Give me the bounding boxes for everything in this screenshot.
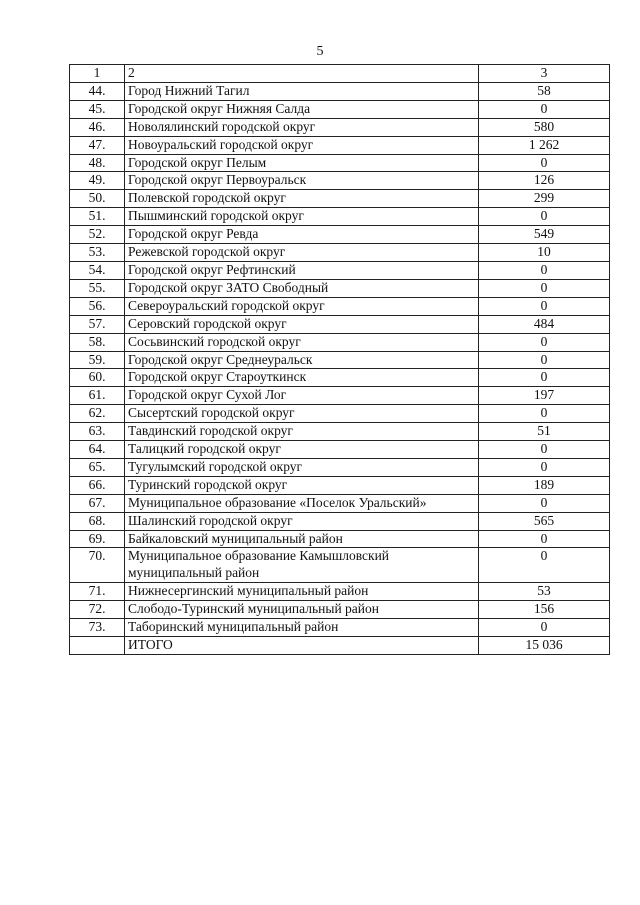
row-number: 53.: [70, 244, 125, 262]
row-municipality: Муниципальное образование «Поселок Уральский»: [125, 494, 479, 512]
row-number: 60.: [70, 369, 125, 387]
row-number: 69.: [70, 530, 125, 548]
row-municipality: Новоуральский городской округ: [125, 136, 479, 154]
row-municipality: Сысертский городской округ: [125, 405, 479, 423]
row-municipality: Городской округ Первоуральск: [125, 172, 479, 190]
table-row: [70, 387, 610, 405]
row-value: 0: [479, 548, 610, 583]
row-value: 0: [479, 208, 610, 226]
row-value: 0: [479, 100, 610, 118]
row-municipality: Байкаловский муниципальный район: [125, 530, 479, 548]
table-row: [70, 441, 610, 459]
table-row: [70, 351, 610, 369]
row-municipality: Городской округ Ревда: [125, 226, 479, 244]
row-number: 49.: [70, 172, 125, 190]
row-municipality: Нижнесергинский муниципальный район: [125, 583, 479, 601]
table-row: [70, 494, 610, 512]
page-number: 5: [316, 44, 324, 59]
row-value: 0: [479, 530, 610, 548]
row-number: 47.: [70, 136, 125, 154]
row-municipality: Слободо-Туринский муниципальный район: [125, 601, 479, 619]
row-number: 62.: [70, 405, 125, 423]
table-row: [70, 601, 610, 619]
table-row: [70, 244, 610, 262]
row-municipality: Полевской городской округ: [125, 190, 479, 208]
row-number: 70.: [70, 548, 125, 583]
table-row: [70, 637, 610, 655]
table-row: [70, 548, 610, 583]
row-value: 0: [479, 154, 610, 172]
row-value: 484: [479, 315, 610, 333]
row-number: 44.: [70, 82, 125, 100]
table-row: [70, 315, 610, 333]
table-row: [70, 423, 610, 441]
row-municipality: Серовский городской округ: [125, 315, 479, 333]
row-value: 565: [479, 512, 610, 530]
row-municipality: Муниципальное образование Камышловский муниципальный район: [125, 548, 479, 583]
row-value: 126: [479, 172, 610, 190]
row-municipality: Городской округ Рефтинский: [125, 261, 479, 279]
row-municipality: Город Нижний Тагил: [125, 82, 479, 100]
table-row: [70, 369, 610, 387]
table-row: [70, 476, 610, 494]
table-row: [70, 154, 610, 172]
row-municipality: Городской округ Среднеуральск: [125, 351, 479, 369]
row-municipality: Сосьвинский городской округ: [125, 333, 479, 351]
row-value: 0: [479, 261, 610, 279]
table-row: [70, 100, 610, 118]
row-municipality: Шалинский городской округ: [125, 512, 479, 530]
table-row: [70, 405, 610, 423]
row-number: 52.: [70, 226, 125, 244]
table-row: [70, 530, 610, 548]
table-row: [70, 297, 610, 315]
row-value: 0: [479, 619, 610, 637]
row-value: 0: [479, 351, 610, 369]
row-number: 59.: [70, 351, 125, 369]
table-row: [70, 226, 610, 244]
row-number: 67.: [70, 494, 125, 512]
row-value: 0: [479, 279, 610, 297]
row-value: 197: [479, 387, 610, 405]
row-number: 72.: [70, 601, 125, 619]
row-number: 57.: [70, 315, 125, 333]
row-number: 54.: [70, 261, 125, 279]
row-value: 0: [479, 369, 610, 387]
row-municipality: Пышминский городской округ: [125, 208, 479, 226]
table-row: [70, 82, 610, 100]
row-number: 50.: [70, 190, 125, 208]
row-municipality: Городской округ Пелым: [125, 154, 479, 172]
table-row: [70, 208, 610, 226]
row-number: 46.: [70, 118, 125, 136]
row-municipality: Режевской городской округ: [125, 244, 479, 262]
row-number: 51.: [70, 208, 125, 226]
table-row: [70, 118, 610, 136]
row-value: 0: [479, 297, 610, 315]
row-municipality: Городской округ ЗАТО Свободный: [125, 279, 479, 297]
row-number: 64.: [70, 441, 125, 459]
row-municipality: Тавдинский городской округ: [125, 423, 479, 441]
table-header-row: [70, 65, 610, 83]
table-row: [70, 619, 610, 637]
row-municipality: Городской округ Староуткинск: [125, 369, 479, 387]
row-number: 66.: [70, 476, 125, 494]
row-value: 51: [479, 423, 610, 441]
row-number: 55.: [70, 279, 125, 297]
row-municipality: Талицкий городской округ: [125, 441, 479, 459]
row-value: 0: [479, 494, 610, 512]
table-row: [70, 333, 610, 351]
row-municipality: Городской округ Сухой Лог: [125, 387, 479, 405]
table-row: [70, 512, 610, 530]
table-row: [70, 261, 610, 279]
row-number: 48.: [70, 154, 125, 172]
row-number: 61.: [70, 387, 125, 405]
header-col-1: 1: [70, 65, 125, 83]
row-value: 0: [479, 405, 610, 423]
row-value: 0: [479, 441, 610, 459]
row-number: 73.: [70, 619, 125, 637]
row-value: 299: [479, 190, 610, 208]
row-number: 56.: [70, 297, 125, 315]
row-value: 10: [479, 244, 610, 262]
row-municipality: Новолялинский городской округ: [125, 118, 479, 136]
row-number: 63.: [70, 423, 125, 441]
row-value: 15 036: [479, 637, 610, 655]
row-value: 156: [479, 601, 610, 619]
row-municipality: Туринский городской округ: [125, 476, 479, 494]
row-municipality: Таборинский муниципальный район: [125, 619, 479, 637]
row-value: 0: [479, 458, 610, 476]
row-number: 45.: [70, 100, 125, 118]
data-table: [69, 64, 610, 655]
row-value: 580: [479, 118, 610, 136]
table-body: [70, 82, 610, 654]
row-value: 1 262: [479, 136, 610, 154]
table-row: [70, 583, 610, 601]
row-number: 65.: [70, 458, 125, 476]
row-municipality: ИТОГО: [125, 637, 479, 655]
row-value: 0: [479, 333, 610, 351]
row-number: 71.: [70, 583, 125, 601]
table-row: [70, 190, 610, 208]
table-row: [70, 279, 610, 297]
row-number: 68.: [70, 512, 125, 530]
row-value: 189: [479, 476, 610, 494]
row-municipality: Тугулымский городской округ: [125, 458, 479, 476]
row-value: 53: [479, 583, 610, 601]
table-row: [70, 172, 610, 190]
header-col-2: 2: [125, 65, 479, 83]
row-number: [70, 637, 125, 655]
row-municipality: Городской округ Нижняя Салда: [125, 100, 479, 118]
row-municipality: Североуральский городской округ: [125, 297, 479, 315]
row-number: 58.: [70, 333, 125, 351]
row-value: 58: [479, 82, 610, 100]
header-col-3: 3: [479, 65, 610, 83]
row-value: 549: [479, 226, 610, 244]
table-row: [70, 458, 610, 476]
table-row: [70, 136, 610, 154]
